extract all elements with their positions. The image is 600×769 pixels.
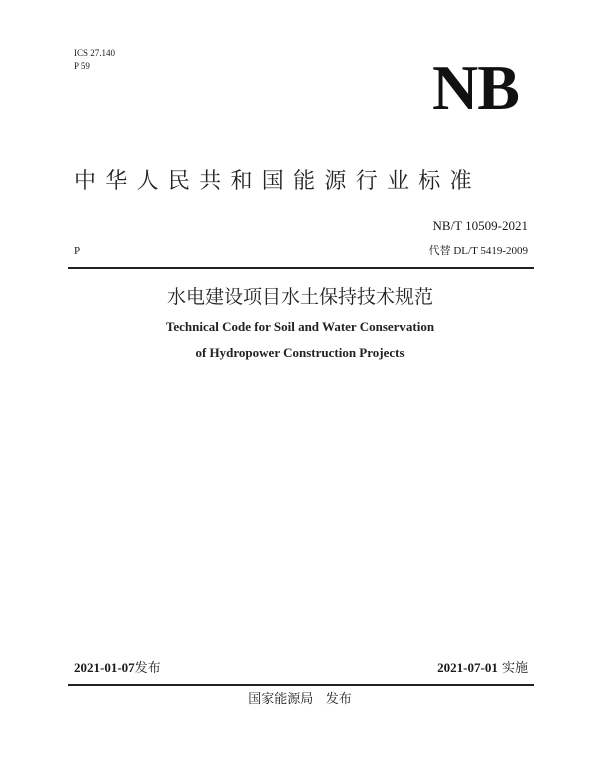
classification-letter: P [74,245,81,257]
issue-date-value: 2021-01-07 [74,660,135,675]
standard-number: NB/T 10509-2021 [432,218,528,233]
class-code: P 59 [74,61,90,71]
replaces-standard: 代替 DL/T 5419-2009 [428,245,528,257]
implementation-date-label: 实施 [501,661,528,676]
document-title-en-line2: of Hydropower Construction Projects [195,345,405,360]
implementation-date [437,659,528,678]
document-title-cn: 水电建设项目水土保持技术规范 [166,286,433,308]
nb-logo: NB [432,52,519,123]
document-title-en-line1: Technical Code for Soil and Water Conservation [165,319,435,334]
implementation-date-value: 2021-07-01 [437,660,498,675]
top-divider [68,267,534,269]
publisher: 国家能源局 发布 [248,692,352,707]
ics-code: ICS 27.140 [74,48,116,58]
bottom-divider [68,684,534,686]
classification-codes [74,47,115,73]
issue-date-label: 发布 [134,661,161,676]
issue-date [74,659,161,678]
standard-category-title: 中华人民共和国能源行业标准 [74,169,481,194]
